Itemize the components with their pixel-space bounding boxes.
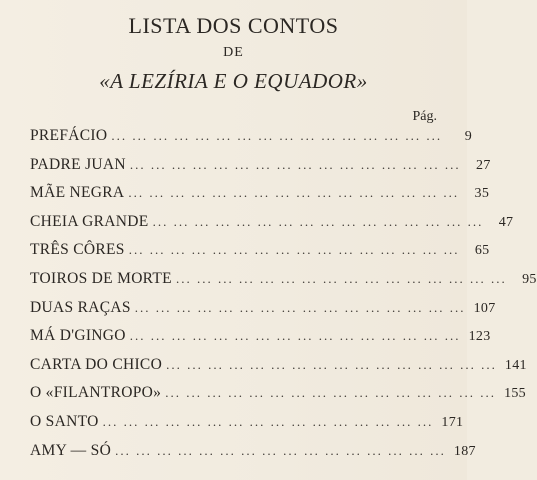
dot-leader: ... ... ... ... ... ... ... ... ... ... ... ... ... ... ... ...: [102, 413, 434, 429]
toc-entry-title: DUAS RAÇAS: [30, 298, 131, 316]
toc-entry: [30, 298, 496, 328]
toc-entry: [30, 269, 537, 299]
dot-leader: ... ... ... ... ... ... ... ... ... ... ... ... ... ... ... ...: [175, 270, 507, 286]
table-of-contents: [30, 127, 537, 470]
toc-entry: [30, 155, 491, 185]
toc-entry-title: CHEIA GRANDE: [30, 212, 149, 230]
toc-entry-page: 9: [464, 129, 473, 144]
toc-entry: [30, 412, 464, 442]
toc-entry-page: 35: [474, 186, 490, 202]
page-title: LISTA DOS CONTOS: [128, 13, 339, 38]
dot-leader: ... ... ... ... ... ... ... ... ... ... ... ... ... ... ... ...: [128, 242, 460, 258]
toc-entry-title: CARTA DO CHICO: [30, 355, 163, 373]
toc-entry-title: PADRE JUAN: [30, 155, 126, 173]
dot-leader: ... ... ... ... ... ... ... ... ... ... ... ... ... ... ... ...: [128, 185, 460, 201]
toc-entry-title: TRÊS CÔRES: [30, 241, 125, 259]
toc-entry-page: 27: [476, 157, 491, 173]
toc-entry: [30, 355, 527, 385]
toc-entry: [30, 241, 490, 270]
dot-leader: ... ... ... ... ... ... ... ... ... ... ... ... ... ... ... ...: [129, 328, 461, 344]
dot-leader: ... ... ... ... ... ... ... ... ... ... ... ... ... ... ... ...: [111, 128, 443, 143]
toc-entry-page: 47: [498, 214, 514, 230]
toc-entry-title: MÁ D'GINGO: [30, 327, 126, 345]
toc-entry: [30, 127, 473, 156]
dot-leader: ... ... ... ... ... ... ... ... ... ... ... ... ... ... ... ...: [115, 442, 446, 458]
page-column-header: Pág.: [412, 109, 437, 124]
toc-entry: [30, 184, 490, 213]
book-title: «A LEZÍRIA E O EQUADOR»: [99, 69, 368, 93]
dot-leader: ... ... ... ... ... ... ... ... ... ... ... ... ... ... ... ...: [152, 213, 484, 229]
toc-entry-title: PREFÁCIO: [30, 127, 108, 144]
toc-entry-title: O «FILANTROPO»: [30, 384, 162, 402]
toc-entry-page: 187: [453, 443, 476, 459]
toc-entry-page: 95: [522, 271, 537, 287]
toc-entry-page: 141: [504, 357, 527, 373]
toc-entry-page: 123: [468, 329, 491, 345]
toc-entry-title: MÃE NEGRA: [30, 184, 125, 202]
toc-entry-title: TOIROS DE MORTE: [30, 269, 172, 287]
dot-leader: ... ... ... ... ... ... ... ... ... ... ... ... ... ... ... ...: [166, 356, 497, 372]
toc-entry-title: O SANTO: [30, 412, 99, 430]
toc-entry-page: 65: [474, 243, 490, 259]
dot-leader: ... ... ... ... ... ... ... ... ... ... ... ... ... ... ... ...: [129, 156, 461, 172]
toc-entry: [30, 212, 514, 242]
toc-entry: [30, 441, 476, 471]
toc-entry-title: AMY — SÓ: [30, 441, 112, 459]
toc-entry: [30, 327, 491, 356]
toc-entry-page: 171: [441, 414, 464, 430]
page-subtitle: DE: [223, 45, 244, 60]
toc-entry: [30, 384, 526, 413]
dot-leader: ... ... ... ... ... ... ... ... ... ... ... ... ... ... ... ...: [134, 299, 466, 315]
dot-leader: ... ... ... ... ... ... ... ... ... ... ... ... ... ... ... ...: [165, 385, 496, 401]
toc-entry-page: 107: [473, 300, 496, 316]
toc-entry-page: 155: [504, 386, 526, 402]
